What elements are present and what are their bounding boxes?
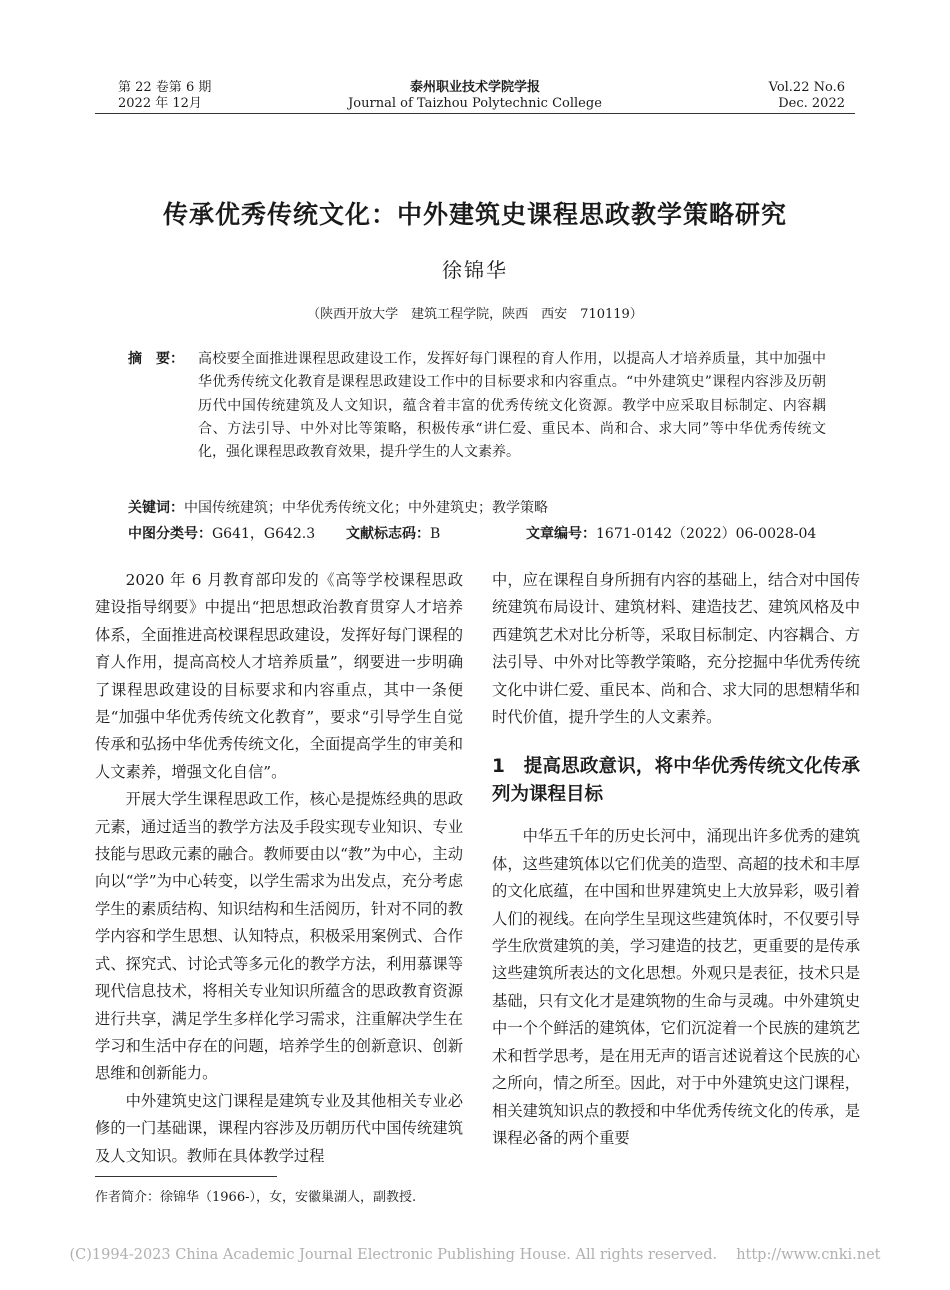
body-paragraph: 开展大学生课程思政工作，核心是提炼经典的思政元素，通过适当的教学方法及手段实现专业知识、专业技能与思政元素的融合。教师要由以“教”为中心，主动向以“学”为中心转变，以学生需求为出发点，充分考虑学生的素质结构、知识结构和生活阅历，针对不同的教学内容和学生思想、认知特点，积极采用案例式、合作式、探究式、讨论式等多元化的教学方法，利用慕课等现代信息技术，将相关专业知识所蕴含的思政教育资源进行共享，满足学生多样化学习需求，注重解决学生在学习和生活中存在的问题，培养学生的创新意识、创新思维和创新能力。 xyxy=(95,790,463,1083)
doc-code-label: 文献标志码： xyxy=(346,526,430,542)
article-number-label: 文章编号： xyxy=(526,526,596,542)
abstract-text: 高校要全面推进课程思政建设工作，发挥好每门课程的育人作用，以提高人才培养质量，其中加强中华优秀传统文化教育是课程思政建设工作中的目标要求和内容重点。“中外建筑史”课程内容涉及历朝历代中国传统建筑及人文知识，蕴含着丰富的优秀传统文化资源。教学中应采取目标制定、内容耦合、方法引导、中外对比等策略，积极传承“讲仁爱、重民本、尚和合、求大同”等中华优秀传统文化，强化课程思政教育效果，提升学生的人文素养。 xyxy=(198,351,826,461)
keywords xyxy=(128,497,826,517)
footnote-divider xyxy=(95,1176,277,1177)
journal-name-en: Journal of Taizhou Polytechnic College xyxy=(348,96,602,111)
body-paragraph: 中华五千年的历史长河中，涌现出许多优秀的建筑体，这些建筑体以它们优美的造型、高超的技术和丰厚的文化底蕴，在中国和世界建筑史上大放异彩，吸引着人们的视线。在向学生呈现这些建筑体时，不仅要引导学生欣赏建筑的美，学习建造的技艺，更重要的是传承这些建筑所表达的文化思想。外观只是表征，技术只是基础，只有文化才是建筑物的生命与灵魂。中外建筑史中一个个鲜活的建筑体，它们沉淀着一个民族的建筑艺术和哲学思考，是在用无声的语言述说着这个民族的心之所向，情之所至。因此，对于中外建筑史这门课程，相关建筑知识点的教授和中华优秀传统文化的传承，是课程必备的两个重要 xyxy=(492,827,860,1147)
header-volume-no: Vol.22 No.6 xyxy=(768,80,845,95)
body-column-left xyxy=(95,567,463,1170)
paper-author: 徐锦华 xyxy=(442,258,508,282)
abstract-label: 摘 要： xyxy=(128,351,184,367)
copyright-watermark: (C)1994-2023 China Academic Journal Electronic Publishing House. All rights reserved. http://www.cnki.net xyxy=(69,1247,881,1263)
article-number-value: 1671-0142（2022）06-0028-04 xyxy=(596,526,817,542)
author-footnote: 作者简介：徐锦华（1966-），女，安徽巢湖人，副教授. xyxy=(95,1190,417,1205)
body-paragraph: 中外建筑史这门课程是建筑专业及其他相关专业必修的一门基础课，课程内容涉及历朝历代中国传统建筑及人文知识。教师在具体教学过程 xyxy=(95,1091,463,1165)
document-code xyxy=(346,523,440,543)
article-number xyxy=(526,523,816,543)
doc-code-value: B xyxy=(430,526,441,542)
clc-value: G641，G642.3 xyxy=(212,526,316,542)
header-date-en: Dec. 2022 xyxy=(778,96,845,111)
section-heading: 1 提高思政意识，将中华优秀传统文化传承列为课程目标 xyxy=(492,756,860,806)
keywords-label: 关键词： xyxy=(128,500,184,516)
journal-name-cn: 泰州职业技术学院学报 xyxy=(409,80,540,95)
body-column-right xyxy=(492,567,860,1152)
clc-label: 中图分类号： xyxy=(128,526,212,542)
author-affiliation: （陕西开放大学 建筑工程学院，陕西 西安 710119） xyxy=(307,307,643,322)
body-paragraph: 中，应在课程自身所拥有内容的基础上，结合对中国传统建筑布局设计、建筑材料、建造技艺、建筑风格及中西建筑艺术对比分析等，采取目标制定、内容耦合、方法引导、中外对比等教学策略，充分挖掘中华优秀传统文化中讲仁爱、重民本、尚和合、求大同的思想精华和时代价值，提升学生的人文素养。 xyxy=(492,571,860,727)
paper-title: 传承优秀传统文化：中外建筑史课程思政教学策略研究 xyxy=(162,200,787,229)
header-date-cn: 2022 年 12月 xyxy=(118,96,202,111)
header-divider xyxy=(95,113,855,114)
clc-number xyxy=(128,523,315,543)
keywords-text: 中国传统建筑；中华优秀传统文化；中外建筑史；教学策略 xyxy=(184,500,548,516)
header-volume-en xyxy=(769,80,845,112)
abstract xyxy=(128,348,826,464)
header-volume-issue: 第 22 卷第 6 期 xyxy=(118,80,212,95)
body-paragraph: 2020 年 6 月教育部印发的《高等学校课程思政建设指导纲要》中提出“把思想政治教育贯穿人才培养体系，全面推进高校课程思政建设，发挥好每门课程的育人作用，提高高校人才培养质量”，纲要进一步明确了课程思政建设的目标要求和内容重点，其中一条便是“加强中华优秀传统文化教育”，要求“引导学生自觉传承和弘扬中华优秀传统文化，全面提高学生的审美和人文素养，增强文化自信”。 xyxy=(95,571,463,781)
